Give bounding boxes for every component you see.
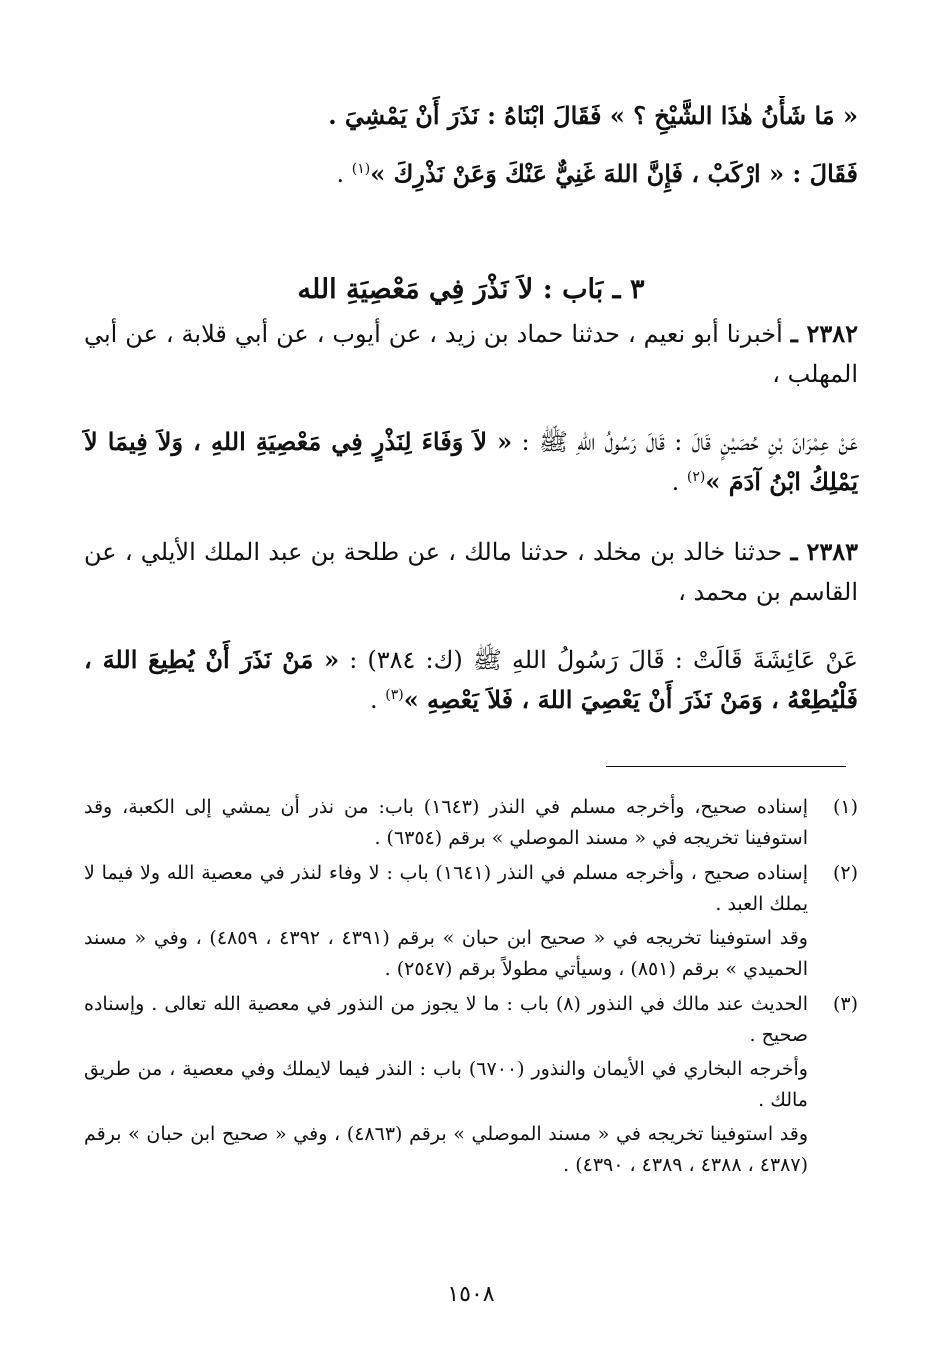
hadith-2383-number: ٢٣٨٣ ـ (790, 537, 858, 566)
footnote-1-number: (١) (832, 796, 858, 818)
hadith-2383-end: . (369, 686, 386, 714)
footnote-3-paragraph: وأخرجه البخاري في الأيمان والنذور (٦٧٠٠) باب : النذر فيما لايملك وفي معصية ، من طريق مالك . (84, 1058, 808, 1111)
hadith-2383-matn-intro: عَنْ عَائِشَةَ قَالَتْ : قَالَ رَسُولُ اللهِ ﷺ (ك: ٣٨٤) : (339, 646, 858, 674)
hadith-2382-end: . (671, 468, 687, 496)
footnote-3-number: (٣) (832, 993, 858, 1015)
footnote-3-paragraph: الحديث عند مالك في النذور (٨) باب : ما لا يجوز من النذور في معصية الله تعالى . وإسناده صحيح . (84, 993, 809, 1046)
previous-text-line-2-text: فَقَالَ : « ارْكَبْ ، فَإِنَّ اللهَ غَنِيٌّ عَنْكَ وَعَنْ نَذْرِكَ » (370, 159, 858, 188)
previous-text-line-2-end: . (336, 160, 352, 188)
footnote-2 (84, 858, 858, 985)
page (84, 88, 858, 1338)
hadith-2383-matn-quote: « مَنْ نَذَرَ أَنْ يُطِيعَ اللهَ ، فَلْيُطِعْهُ ، وَمَنْ نَذَرَ أَنْ يَعْصِيَ اللهَ ، فَلاَ يَعْصِهِ » (84, 645, 858, 714)
footnote-ref-1[interactable]: (١) (351, 161, 371, 177)
footnote-1-paragraph: إسناده صحيح، وأخرجه مسلم في النذر (١٦٤٣) باب: من نذر أن يمشي إلى الكعبة، وقد استوفينا تخريجه في « مسند الموصلي » برقم (٦٣٥٤) . (84, 796, 808, 849)
footnote-separator (606, 766, 846, 767)
footnote-2-number: (٢) (832, 862, 858, 884)
hadith-2382-isnad-text: أخبرنا أبو نعيم ، حدثنا حماد بن زيد ، عن أيوب ، عن أبي قلابة ، عن أبي المهلب ، (84, 320, 858, 388)
footnote-ref-3[interactable]: (٣) (385, 687, 404, 703)
footnotes (84, 792, 858, 1185)
footnote-3 (84, 989, 858, 1181)
hadith-2382-number: ٢٣٨٢ ـ (790, 319, 858, 348)
hadith-2383-isnad (84, 532, 858, 612)
footnote-3-paragraph: وقد استوفينا تخريجه في « مسند الموصلي » برقم (٤٨٦٣) ، وفي « صحيح ابن حبان » برقم (٤٣٨٧ ، ٤٣٨٨ ، ٤٣٨٩ ، ٤٣٩٠) . (84, 1123, 808, 1176)
page-number: ١٥٠٨ (447, 1282, 495, 1307)
footnote-ref-2[interactable]: (٢) (686, 469, 706, 485)
footnote-2-paragraph: إسناده صحيح ، وأخرجه مسلم في النذر (١٦٤١) باب : لا وفاء لنذر في معصية الله ولا فيما لا يملك العبد . (84, 862, 809, 915)
footnote-2-paragraph: وقد استوفينا تخريجه في « صحيح ابن حبان » برقم (٤٣٩١ ، ٤٣٩٢ ، ٤٨٥٩) ، وفي « مسند الحميدي » برقم (٨٥١) ، وسيأتي مطولاً برقم (٢٥٤٧) . (84, 927, 808, 980)
previous-text-line-2 (84, 154, 858, 194)
footnote-1 (84, 792, 858, 854)
hadith-2382-matn-intro: عَنْ عِمْرَانَ بْنِ حُصَيْنٍ قَالَ : قَالَ رَسُولُ اللهِ ﷺ : (512, 428, 858, 456)
chapter-heading: ٣ ـ بَاب : لاَ نَذْرَ فِي مَعْصِيَةِ الله (297, 274, 645, 306)
hadith-2383-matn (84, 640, 858, 720)
hadith-2382-matn (84, 422, 858, 502)
hadith-2382-matn-quote: « لاَ وَفَاءَ لِنَذْرٍ فِي مَعْصِيَةِ اللهِ ، وَلاَ فِيمَا لاَ يَمْلِكُ ابْنُ آدَمَ » (84, 427, 858, 496)
hadith-2382-isnad (84, 314, 858, 394)
previous-text-line-1: « مَا شَأْنُ هٰذَا الشَّيْخِ ؟ » فَقَالَ ابْنَاهُ : نَذَرَ أَنْ يَمْشِيَ . (328, 101, 858, 130)
hadith-2383-isnad-text: حدثنا خالد بن مخلد ، حدثنا مالك ، عن طلحة بن عبد الملك الأيلي ، عن القاسم بن محمد ، (84, 538, 858, 606)
